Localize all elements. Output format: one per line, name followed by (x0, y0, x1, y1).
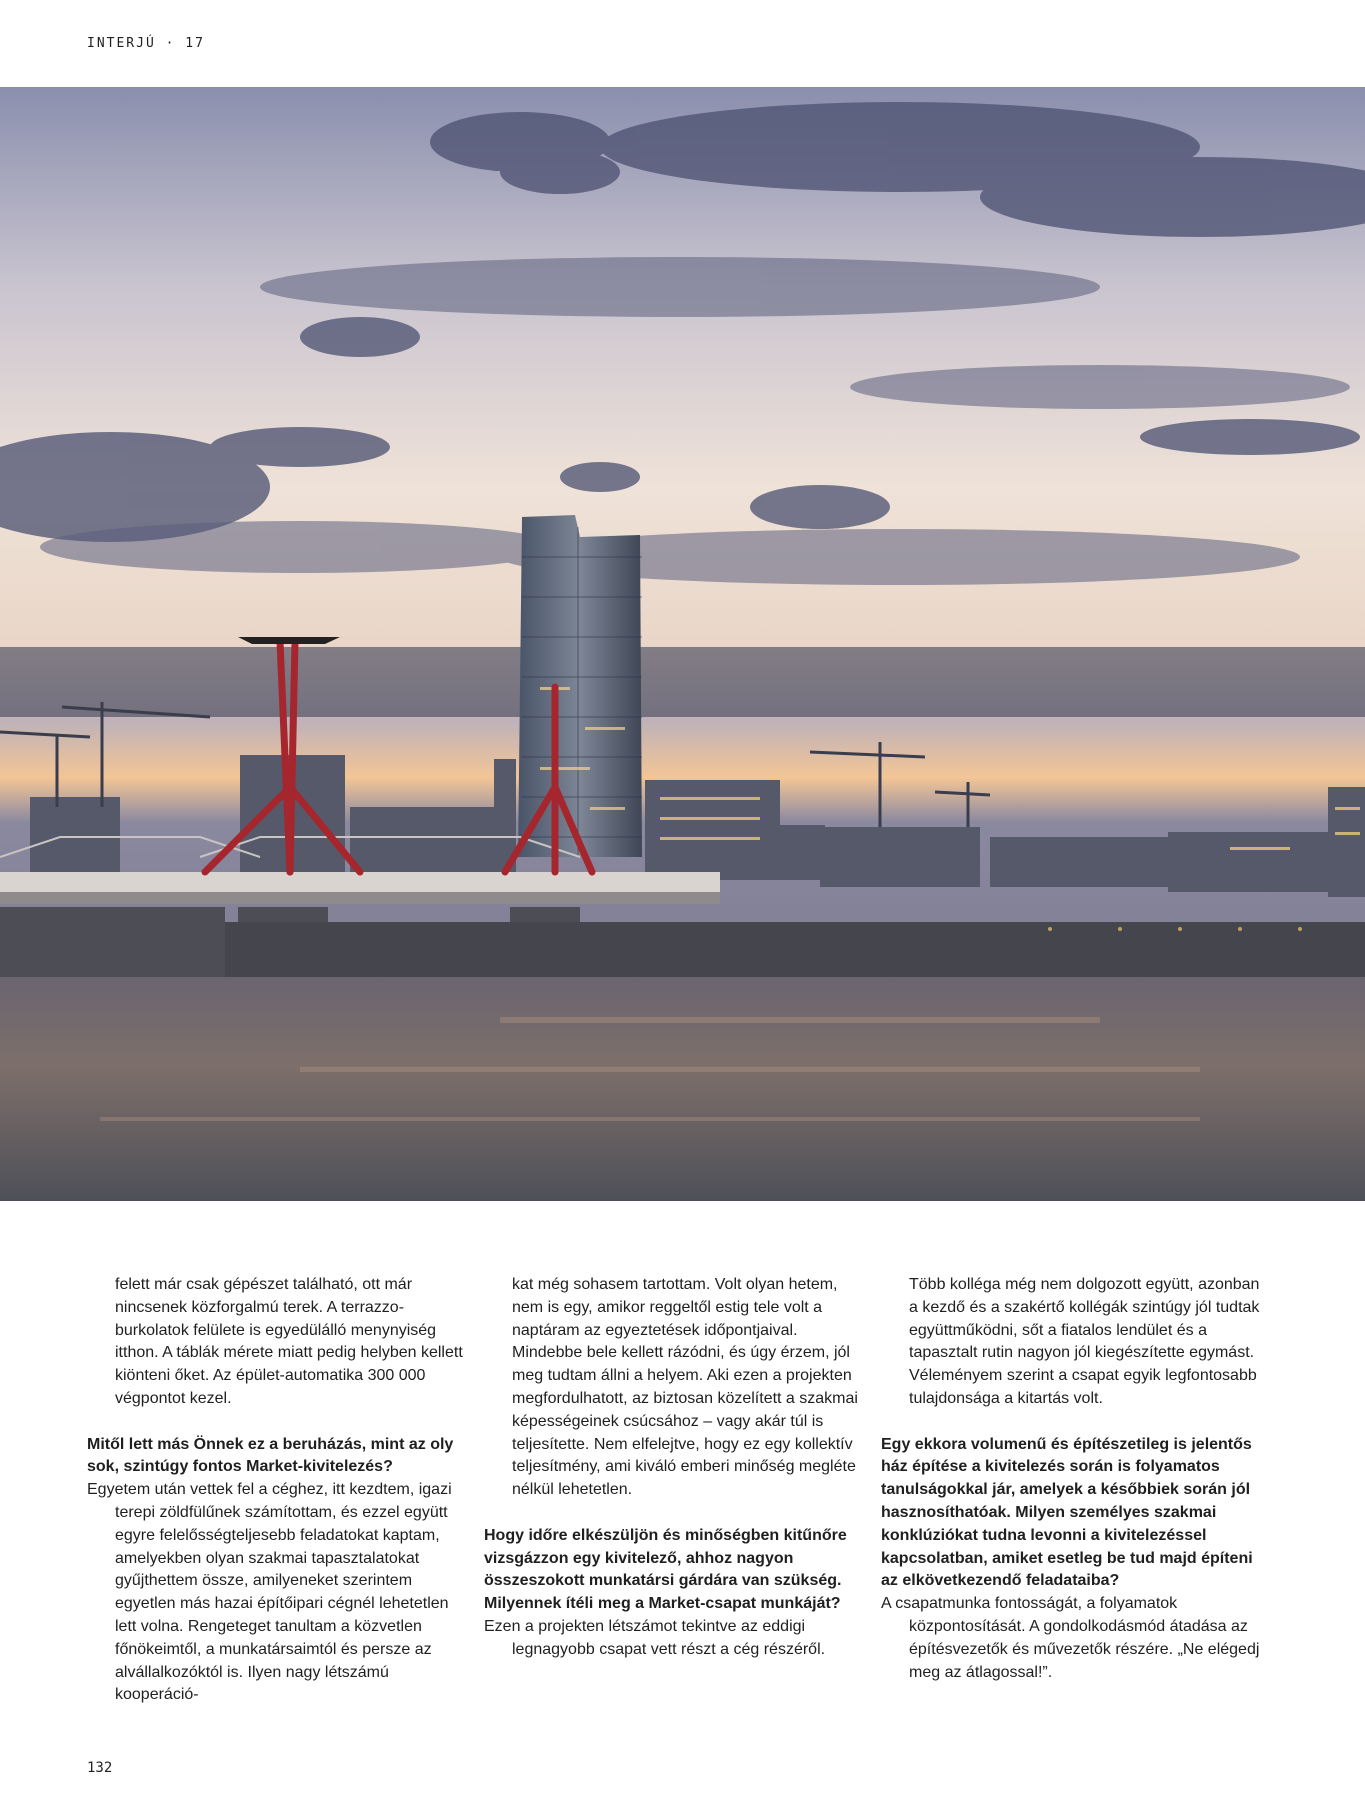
page-number: 132 (87, 1760, 113, 1776)
paragraph: felett már csak gépészet található, ott már nincsenek közforgalmú terek. A terrazzo-burkolatok felülete is egyedülálló menynyiség itthon. A táblák mérete miatt pedig helyben kellett kiönteni őket. Az épület-automatika 300 000 végpontot kezel. (115, 1276, 463, 1407)
running-head: INTERJÚ · 17 (87, 36, 205, 51)
column-1 (87, 1274, 472, 1707)
column-2 (484, 1274, 869, 1662)
interview-question: Hogy időre elkészüljön és minőségben kitűnőre vizsgázzon egy kivitelező, ahhoz nagyon összeszokott munkatársi gárdára van szükség. Milyennek ítéli meg a Market-csapat munkáját? (484, 1526, 847, 1613)
interview-answer: Egyetem után vettek fel a céghez, itt kezdtem, igazi terepi zöldfülűnek számítottam, és ezzel együtt egyre felelősségteljesebb feladatokat kaptam, amelyekben olyan szakmai tapasztalatokat gyűjthettem össze, amilyeneket szerintem egyetlen más hazai építőipari cégnél lehetetlen lett volna. Rengeteget tanultam a közvetlen főnökeimtől, a munkatársaimtól és persze az alvállalkozóktól is. Ilyen nagy létszámú kooperáció- (87, 1481, 452, 1704)
interview-question: Egy ekkora volumenű és építészetileg is jelentős ház építése a kivitelezés során is folyamatos tanulságokkal jár, amelyek a későbbiek során jól hasznosíthatóak. Milyen személyes szakmai konklúziókat tudna levonni a kivitelezéssel kapcsolatban, amiket esetleg be tud majd építeni az elkövetkezendő feladataiba? (881, 1435, 1253, 1590)
interview-answer: Ezen a projekten létszámot tekintve az eddigi legnagyobb csapat vett részt a cég részéről. (484, 1617, 826, 1658)
article-columns (87, 1274, 1267, 1714)
column-3 (881, 1274, 1266, 1684)
hero-photo (0, 87, 1365, 1201)
paragraph: Több kolléga még nem dolgozott együtt, azonban a kezdő és a szakértő kollégák szintúgy jól tudtak együttműködni, sőt a fiatalos lendület és a tapasztalt rutin nagyon jól kiegészítette egymást. Véleményem szerint a csapat egyik legfontosabb tulajdonsága a kitartás volt. (909, 1276, 1260, 1407)
interview-question: Mitől lett más Önnek ez a beruházás, mint az oly sok, szintúgy fontos Market-kivitelezés? (87, 1435, 454, 1476)
interview-answer: A csapatmunka fontosságát, a folyamatok központosítását. A gondolkodásmód átadása az építésvezetők és művezetők részére. „Ne elégedj meg az átlagossal!”. (881, 1595, 1260, 1681)
paragraph: kat még sohasem tartottam. Volt olyan hetem, nem is egy, amikor reggeltől estig tele volt a naptáram az egyeztetések időpontjaival. Mindebbe bele kellett rázódni, és úgy érzem, jól meg tudtam állni a helyem. Aki ezen a projekten megfordulhatott, az biztosan közelített a szakmai képességeinek csúcsához – vagy akár túl is teljesítette. Nem elfelejtve, hogy ez egy kollektív teljesítmény, ami kiváló emberi minőség megléte nélkül lehetetlen. (512, 1276, 858, 1499)
